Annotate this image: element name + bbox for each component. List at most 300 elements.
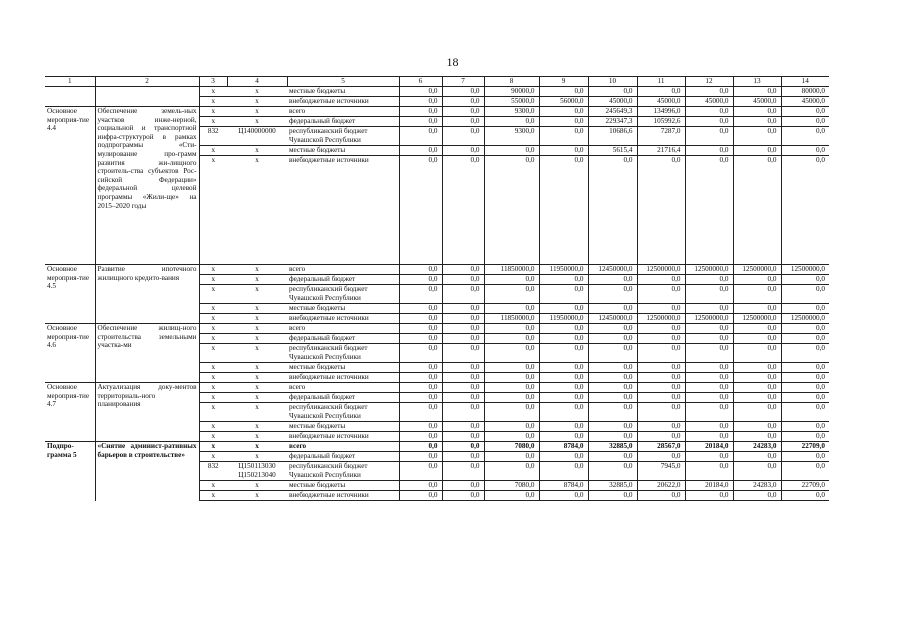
value-cell: 0,0 (442, 97, 484, 107)
value-cell: 0,0 (637, 432, 685, 442)
value-cell: 0,0 (781, 107, 829, 117)
value-cell: 11950000,0 (539, 314, 588, 324)
responsible-cell: x (199, 452, 227, 462)
header-row (45, 77, 829, 87)
value-cell: 45000,0 (588, 97, 637, 107)
value-cell: 0,0 (685, 403, 733, 422)
value-cell: 0,0 (442, 127, 484, 146)
value-cell: 9300,0 (484, 127, 539, 146)
value-cell: 0,0 (781, 285, 829, 304)
value-cell: 0,0 (399, 452, 442, 462)
funding-source-cell: федеральный бюджет (287, 117, 399, 127)
value-cell: 0,0 (399, 97, 442, 107)
funding-source-cell: внебюджетные источники (287, 97, 399, 107)
responsible-cell: x (199, 146, 227, 156)
responsible-cell: x (199, 491, 227, 501)
funding-source-cell: всего (287, 265, 399, 275)
value-cell: 0,0 (781, 422, 829, 432)
value-cell: 0,0 (399, 314, 442, 324)
responsible-cell: x (199, 97, 227, 107)
value-cell: 0,0 (588, 285, 637, 304)
value-cell: 0,0 (685, 304, 733, 314)
value-cell: 0,0 (733, 117, 781, 127)
responsible-cell: x (199, 373, 227, 383)
funding-source-cell: федеральный бюджет (287, 275, 399, 285)
value-cell: 0,0 (685, 146, 733, 156)
value-cell: 0,0 (484, 334, 539, 344)
value-cell: 12500000,0 (637, 314, 685, 324)
table-body (45, 77, 829, 501)
value-cell: 245649,3 (588, 107, 637, 117)
value-cell: 0,0 (539, 452, 588, 462)
budget-code-cell: x (227, 265, 287, 275)
value-cell: 0,0 (399, 383, 442, 393)
value-cell: 0,0 (781, 452, 829, 462)
measure-code-cell: Основное мероприя-тие 4.5 (45, 265, 95, 324)
value-cell: 0,0 (781, 146, 829, 156)
value-cell: 0,0 (399, 285, 442, 304)
value-cell: 0,0 (733, 452, 781, 462)
value-cell: 12500000,0 (781, 314, 829, 324)
value-cell: 0,0 (637, 452, 685, 462)
value-cell: 0,0 (781, 304, 829, 314)
value-cell: 7080,0 (484, 442, 539, 452)
funding-source-cell: внебюджетные источники (287, 373, 399, 383)
value-cell: 7080,0 (484, 481, 539, 491)
responsible-cell: x (199, 432, 227, 442)
value-cell: 0,0 (637, 393, 685, 403)
header-cell: 7 (442, 77, 484, 87)
value-cell: 0,0 (442, 432, 484, 442)
value-cell: 12500000,0 (733, 265, 781, 275)
funding-source-cell: федеральный бюджет (287, 452, 399, 462)
responsible-cell: x (199, 344, 227, 363)
budget-code-cell: Ц140000000 (227, 127, 287, 146)
value-cell: 0,0 (442, 452, 484, 462)
value-cell: 0,0 (399, 481, 442, 491)
value-cell: 0,0 (733, 87, 781, 97)
value-cell: 0,0 (588, 324, 637, 334)
budget-code-cell: x (227, 432, 287, 442)
responsible-cell: 832 (199, 462, 227, 481)
value-cell: 0,0 (484, 373, 539, 383)
value-cell: 0,0 (781, 393, 829, 403)
header-cell: 4 (227, 77, 287, 87)
value-cell: 0,0 (685, 334, 733, 344)
budget-code-cell: x (227, 491, 287, 501)
value-cell: 20184,0 (685, 481, 733, 491)
budget-code-cell: x (227, 117, 287, 127)
value-cell: 0,0 (442, 344, 484, 363)
value-cell: 0,0 (539, 383, 588, 393)
value-cell: 11950000,0 (539, 265, 588, 275)
budget-code-cell: x (227, 107, 287, 117)
value-cell: 0,0 (733, 363, 781, 373)
value-cell: 0,0 (539, 403, 588, 422)
value-cell: 0,0 (484, 344, 539, 363)
funding-source-cell: республиканский бюджет Чувашской Республики (287, 344, 399, 363)
value-cell: 0,0 (733, 393, 781, 403)
responsible-cell: x (199, 481, 227, 491)
header-cell: 9 (539, 77, 588, 87)
value-cell: 0,0 (442, 363, 484, 373)
budget-table (45, 76, 829, 501)
value-cell: 12450000,0 (588, 265, 637, 275)
value-cell: 12500000,0 (733, 314, 781, 324)
funding-source-cell: республиканский бюджет Чувашской Республики (287, 462, 399, 481)
measure-title-cell: Развитие ипотечного жилищного кредито-вания (95, 265, 199, 324)
value-cell: 0,0 (637, 324, 685, 334)
value-cell: 0,0 (781, 156, 829, 265)
value-cell: 0,0 (781, 334, 829, 344)
value-cell: 20622,0 (637, 481, 685, 491)
value-cell: 0,0 (588, 156, 637, 265)
value-cell: 0,0 (539, 422, 588, 432)
value-cell: 22709,0 (781, 442, 829, 452)
value-cell: 0,0 (685, 156, 733, 265)
budget-code-cell: x (227, 156, 287, 265)
value-cell: 229347,3 (588, 117, 637, 127)
funding-source-cell: республиканский бюджет Чувашской Республики (287, 403, 399, 422)
funding-source-cell: местные бюджеты (287, 422, 399, 432)
value-cell: 90000,0 (484, 87, 539, 97)
value-cell: 0,0 (539, 87, 588, 97)
responsible-cell: x (199, 334, 227, 344)
value-cell: 0,0 (637, 344, 685, 363)
value-cell: 0,0 (484, 285, 539, 304)
funding-source-cell: всего (287, 383, 399, 393)
budget-code-cell: x (227, 275, 287, 285)
value-cell: 0,0 (399, 334, 442, 344)
value-cell: 0,0 (781, 324, 829, 334)
funding-source-cell: всего (287, 107, 399, 117)
value-cell: 0,0 (637, 422, 685, 432)
value-cell: 0,0 (588, 344, 637, 363)
value-cell: 0,0 (733, 383, 781, 393)
value-cell: 0,0 (442, 285, 484, 304)
value-cell: 45000,0 (781, 97, 829, 107)
value-cell: 0,0 (442, 481, 484, 491)
value-cell: 0,0 (588, 491, 637, 501)
budget-code-cell: x (227, 403, 287, 422)
value-cell: 0,0 (399, 442, 442, 452)
value-cell: 0,0 (539, 363, 588, 373)
value-cell: 0,0 (442, 314, 484, 324)
value-cell: 0,0 (539, 156, 588, 265)
value-cell: 0,0 (484, 462, 539, 481)
value-cell: 45000,0 (733, 97, 781, 107)
value-cell: 0,0 (484, 491, 539, 501)
value-cell: 0,0 (442, 422, 484, 432)
value-cell: 0,0 (685, 87, 733, 97)
value-cell: 0,0 (539, 304, 588, 314)
measure-code-cell (45, 87, 95, 107)
funding-source-cell: республиканский бюджет Чувашской Республики (287, 285, 399, 304)
value-cell: 0,0 (399, 304, 442, 314)
value-cell: 0,0 (685, 117, 733, 127)
value-cell: 0,0 (588, 87, 637, 97)
responsible-cell: x (199, 156, 227, 265)
measure-title-cell: «Снятие админист-ративных барьеров в строительстве» (95, 442, 199, 501)
value-cell: 0,0 (484, 393, 539, 403)
value-cell: 0,0 (399, 344, 442, 363)
value-cell: 0,0 (733, 156, 781, 265)
value-cell: 0,0 (588, 462, 637, 481)
value-cell: 0,0 (733, 324, 781, 334)
value-cell: 0,0 (637, 304, 685, 314)
budget-code-cell: x (227, 97, 287, 107)
measure-title-cell (95, 87, 199, 107)
measure-code-cell: Основное мероприя-тие 4.6 (45, 324, 95, 383)
value-cell: 0,0 (399, 393, 442, 403)
header-cell: 5 (287, 77, 399, 87)
value-cell: 0,0 (781, 117, 829, 127)
value-cell: 0,0 (733, 432, 781, 442)
value-cell: 0,0 (484, 275, 539, 285)
value-cell: 0,0 (685, 363, 733, 373)
value-cell: 0,0 (588, 363, 637, 373)
responsible-cell: x (199, 117, 227, 127)
responsible-cell: x (199, 87, 227, 97)
value-cell: 0,0 (637, 491, 685, 501)
budget-code-cell: x (227, 285, 287, 304)
page-number: 18 (446, 55, 459, 69)
value-cell: 0,0 (539, 334, 588, 344)
value-cell: 24283,0 (733, 442, 781, 452)
funding-source-cell: внебюджетные источники (287, 432, 399, 442)
budget-code-cell: x (227, 314, 287, 324)
value-cell: 0,0 (685, 393, 733, 403)
value-cell: 12500000,0 (685, 314, 733, 324)
responsible-cell: 832 (199, 127, 227, 146)
value-cell: 0,0 (442, 265, 484, 275)
value-cell: 32885,0 (588, 481, 637, 491)
funding-source-cell: внебюджетные источники (287, 156, 399, 265)
budget-code-cell: x (227, 304, 287, 314)
funding-source-cell: внебюджетные источники (287, 314, 399, 324)
table-row (45, 383, 829, 393)
value-cell: 0,0 (733, 403, 781, 422)
value-cell: 0,0 (539, 107, 588, 117)
value-cell: 0,0 (539, 117, 588, 127)
value-cell: 0,0 (588, 422, 637, 432)
value-cell: 0,0 (399, 117, 442, 127)
table-row (45, 265, 829, 275)
value-cell: 0,0 (399, 156, 442, 265)
value-cell: 0,0 (399, 107, 442, 117)
budget-code-cell: x (227, 334, 287, 344)
responsible-cell: x (199, 285, 227, 304)
value-cell: 45000,0 (685, 97, 733, 107)
value-cell: 0,0 (781, 403, 829, 422)
value-cell: 0,0 (484, 324, 539, 334)
value-cell: 0,0 (399, 265, 442, 275)
funding-source-cell: местные бюджеты (287, 363, 399, 373)
budget-code-cell: x (227, 324, 287, 334)
responsible-cell: x (199, 403, 227, 422)
value-cell: 0,0 (539, 285, 588, 304)
budget-code-cell: x (227, 393, 287, 403)
value-cell: 0,0 (442, 87, 484, 97)
value-cell: 0,0 (539, 373, 588, 383)
value-cell: 0,0 (685, 344, 733, 363)
value-cell: 0,0 (539, 127, 588, 146)
value-cell: 45000,0 (637, 97, 685, 107)
value-cell: 0,0 (442, 373, 484, 383)
value-cell: 0,0 (685, 491, 733, 501)
value-cell: 0,0 (442, 146, 484, 156)
value-cell: 12500000,0 (637, 265, 685, 275)
header-cell: 2 (95, 77, 199, 87)
value-cell: 0,0 (781, 432, 829, 442)
measure-title-cell: Актуализация доку-ментов территориаль-ного планирования (95, 383, 199, 442)
value-cell: 0,0 (637, 275, 685, 285)
measure-code-cell: Основное мероприя-тие 4.4 (45, 107, 95, 265)
value-cell: 0,0 (781, 127, 829, 146)
value-cell: 0,0 (399, 422, 442, 432)
value-cell: 0,0 (484, 452, 539, 462)
value-cell: 0,0 (781, 491, 829, 501)
table-row (45, 87, 829, 97)
header-cell: 3 (199, 77, 227, 87)
value-cell: 0,0 (685, 432, 733, 442)
value-cell: 0,0 (685, 127, 733, 146)
value-cell: 0,0 (685, 383, 733, 393)
value-cell: 0,0 (442, 275, 484, 285)
responsible-cell: x (199, 107, 227, 117)
value-cell: 0,0 (685, 373, 733, 383)
value-cell: 0,0 (588, 334, 637, 344)
value-cell: 0,0 (637, 285, 685, 304)
funding-source-cell: всего (287, 324, 399, 334)
value-cell: 0,0 (588, 275, 637, 285)
funding-source-cell: местные бюджеты (287, 304, 399, 314)
value-cell: 22709,0 (781, 481, 829, 491)
value-cell: 0,0 (399, 146, 442, 156)
value-cell: 8784,0 (539, 442, 588, 452)
budget-code-cell: x (227, 383, 287, 393)
measure-title-cell: Обеспечение земель-ных участков инже-нерной, социальной и транспортной инфра-структурой в рамках подпрограммы «Сти-мулирование про-грамм развития жи-лищного строитель-ства субъектов Рос-сийской Федерации» федеральной целевой программы «Жили-ще» на 2015–2020 годы (95, 107, 199, 265)
value-cell: 0,0 (484, 363, 539, 373)
value-cell: 0,0 (539, 462, 588, 481)
value-cell: 0,0 (442, 107, 484, 117)
budget-code-cell: x (227, 87, 287, 97)
value-cell: 9300,0 (484, 107, 539, 117)
value-cell: 0,0 (733, 422, 781, 432)
value-cell: 0,0 (484, 403, 539, 422)
value-cell: 0,0 (399, 373, 442, 383)
value-cell: 0,0 (588, 373, 637, 383)
value-cell: 0,0 (484, 117, 539, 127)
value-cell: 0,0 (733, 146, 781, 156)
header-cell: 12 (685, 77, 733, 87)
value-cell: 0,0 (685, 107, 733, 117)
value-cell: 0,0 (637, 156, 685, 265)
value-cell: 0,0 (484, 422, 539, 432)
value-cell: 11850000,0 (484, 265, 539, 275)
funding-source-cell: местные бюджеты (287, 87, 399, 97)
value-cell: 12450000,0 (588, 314, 637, 324)
value-cell: 5615,4 (588, 146, 637, 156)
value-cell: 0,0 (637, 383, 685, 393)
value-cell: 0,0 (637, 363, 685, 373)
value-cell: 0,0 (733, 334, 781, 344)
responsible-cell: x (199, 324, 227, 334)
value-cell: 0,0 (685, 324, 733, 334)
header-cell: 11 (637, 77, 685, 87)
funding-source-cell: внебюджетные источники (287, 491, 399, 501)
responsible-cell: x (199, 383, 227, 393)
value-cell: 0,0 (733, 304, 781, 314)
value-cell: 0,0 (588, 432, 637, 442)
header-cell: 6 (399, 77, 442, 87)
measure-title-cell: Обеспечение жилищ-ного строительства земельными участка-ми (95, 324, 199, 383)
value-cell: 0,0 (733, 462, 781, 481)
value-cell: 0,0 (442, 334, 484, 344)
funding-source-cell: местные бюджеты (287, 146, 399, 156)
budget-code-cell: x (227, 344, 287, 363)
value-cell: 55000,0 (484, 97, 539, 107)
value-cell: 28567,0 (637, 442, 685, 452)
value-cell: 0,0 (399, 462, 442, 481)
value-cell: 0,0 (588, 304, 637, 314)
responsible-cell: x (199, 275, 227, 285)
value-cell: 0,0 (399, 87, 442, 97)
measure-code-cell: Подпро-грамма 5 (45, 442, 95, 501)
value-cell: 0,0 (637, 334, 685, 344)
value-cell: 0,0 (637, 87, 685, 97)
value-cell: 0,0 (539, 275, 588, 285)
value-cell: 0,0 (442, 304, 484, 314)
value-cell: 0,0 (442, 383, 484, 393)
value-cell: 0,0 (484, 156, 539, 265)
value-cell: 0,0 (539, 432, 588, 442)
value-cell: 0,0 (484, 304, 539, 314)
value-cell: 0,0 (539, 491, 588, 501)
value-cell: 0,0 (637, 403, 685, 422)
value-cell: 20184,0 (685, 442, 733, 452)
value-cell: 0,0 (442, 156, 484, 265)
funding-source-cell: федеральный бюджет (287, 393, 399, 403)
header-cell: 1 (45, 77, 95, 87)
budget-table-container (45, 76, 829, 501)
value-cell: 0,0 (781, 344, 829, 363)
responsible-cell: x (199, 422, 227, 432)
budget-code-cell: x (227, 146, 287, 156)
value-cell: 0,0 (442, 462, 484, 481)
funding-source-cell: местные бюджеты (287, 481, 399, 491)
value-cell: 0,0 (484, 383, 539, 393)
value-cell: 10686,6 (588, 127, 637, 146)
value-cell: 0,0 (781, 363, 829, 373)
header-cell: 10 (588, 77, 637, 87)
value-cell: 0,0 (442, 393, 484, 403)
value-cell: 0,0 (733, 285, 781, 304)
value-cell: 0,0 (733, 107, 781, 117)
value-cell: 24283,0 (733, 481, 781, 491)
value-cell: 0,0 (781, 275, 829, 285)
value-cell: 0,0 (399, 324, 442, 334)
value-cell: 7287,0 (637, 127, 685, 146)
budget-code-cell: x (227, 452, 287, 462)
funding-source-cell: республиканский бюджет Чувашской Республики (287, 127, 399, 146)
table-row (45, 107, 829, 117)
funding-source-cell: всего (287, 442, 399, 452)
value-cell: 0,0 (399, 363, 442, 373)
budget-code-cell: x (227, 481, 287, 491)
value-cell: 0,0 (539, 324, 588, 334)
value-cell: 0,0 (588, 383, 637, 393)
